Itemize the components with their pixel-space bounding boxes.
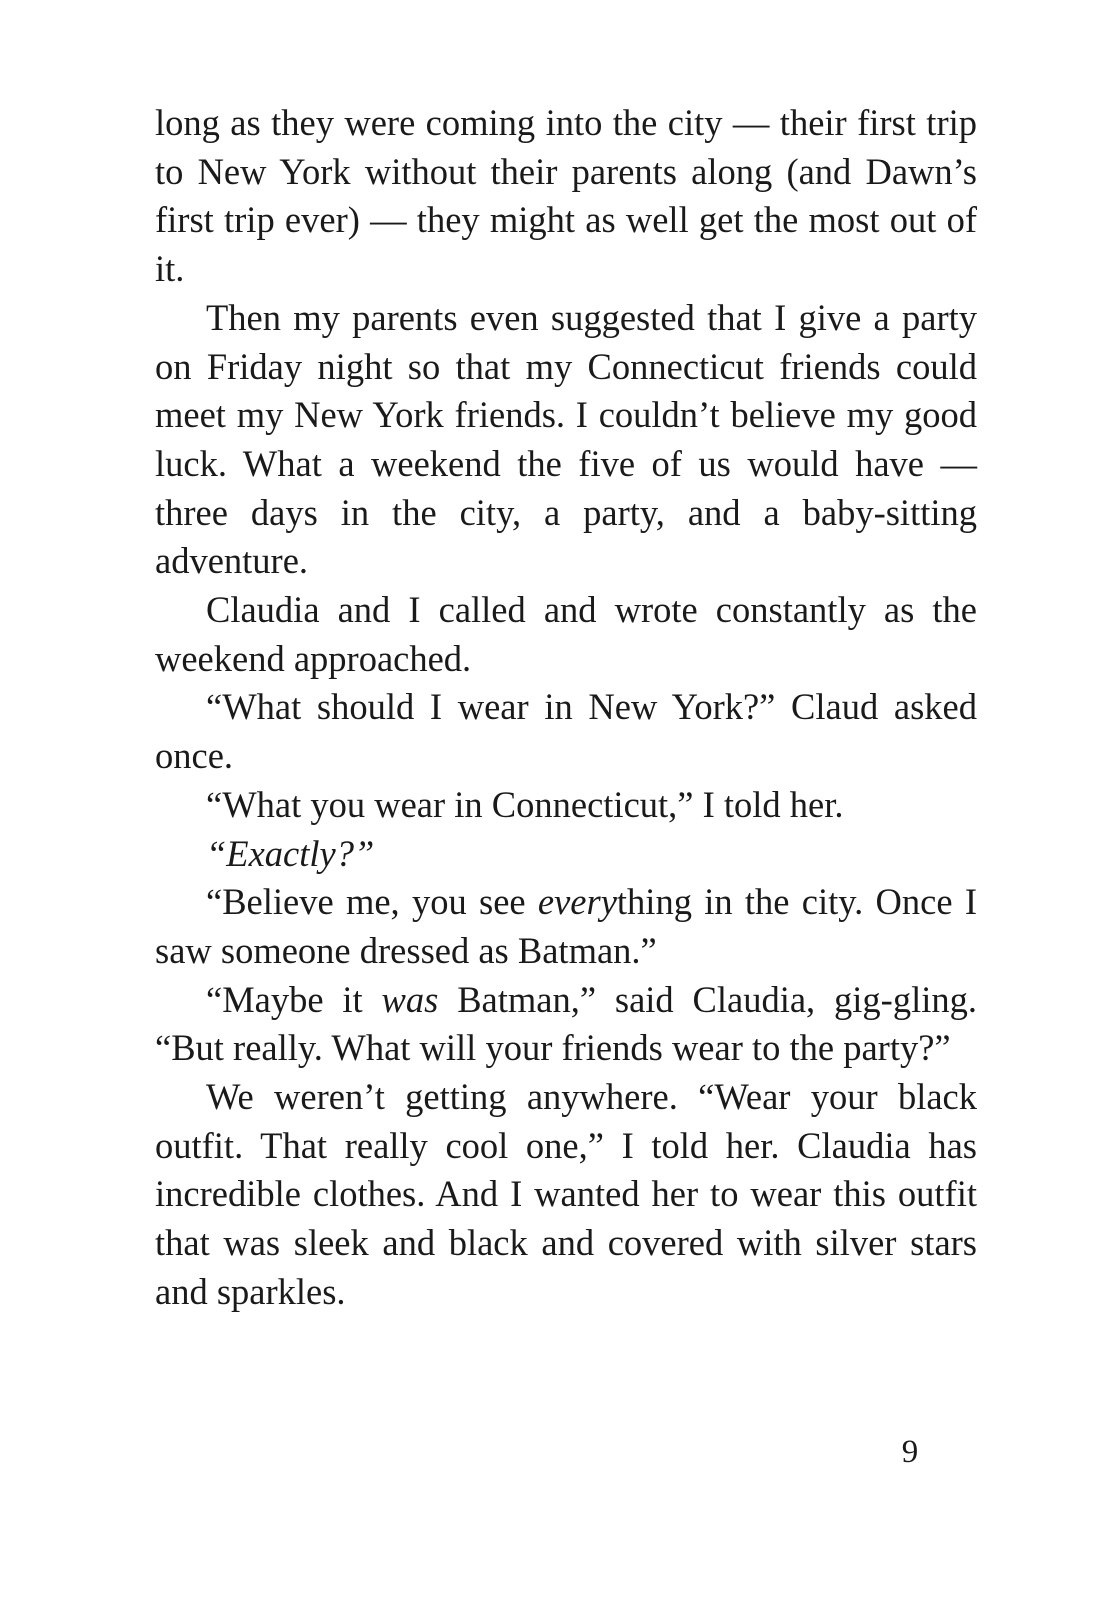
paragraph-3 xyxy=(155,586,977,683)
paragraph-7-text-b: thing in the city. Once I saw someone dressed as Batman.” xyxy=(155,881,977,971)
paragraph-6 xyxy=(155,830,977,879)
paragraph-6-italic-text: “Exactly?” xyxy=(206,832,375,874)
paragraph-1-text: long as they were coming into the city — their first trip to New York without their parents along (and Dawn’s first trip ever) — they might as well get the most out of it. xyxy=(155,102,977,290)
paragraph-8-text-b: Batman,” said Claudia, gig-gling. “But really. What will your friends wear to the party?” xyxy=(155,978,977,1069)
paragraph-2 xyxy=(155,294,977,586)
page-number: 9 xyxy=(901,1434,919,1470)
paragraph-4-text: “What should I wear in New York?” Claud asked once. xyxy=(155,686,977,777)
paragraph-9-text: We weren’t getting anywhere. “Wear your black outfit. That really cool one,” I told her. Claudia has incredible clothes. And I wanted her to wear this outfit that was sleek and black and covered with silver stars and sparkles. xyxy=(155,1076,977,1312)
paragraph-8 xyxy=(155,976,977,1073)
paragraph-7-italic-text: every xyxy=(537,881,617,923)
paragraph-1 xyxy=(155,99,977,294)
paragraph-4 xyxy=(155,683,977,780)
paragraph-5-text: “What you wear in Connecticut,” I told her. xyxy=(206,783,844,825)
paragraph-2-text: Then my parents even suggested that I give a party on Friday night so that my Connecticut friends could meet my New York friends. I couldn’t believe my good luck. What a weekend the five of us would have — three days in the city, a party, and a baby-sitting adventure. xyxy=(155,296,977,582)
body-text xyxy=(155,99,977,1317)
paragraph-5 xyxy=(155,781,977,830)
paragraph-8-italic-text: was xyxy=(381,978,439,1020)
paragraph-3-text: Claudia and I called and wrote constantly as the weekend approached. xyxy=(155,589,977,679)
paragraph-7 xyxy=(155,878,977,975)
paragraph-8-text-a: “Maybe it xyxy=(206,978,382,1020)
paragraph-9 xyxy=(155,1073,977,1317)
paragraph-7-text-a: “Believe me, you see xyxy=(206,881,538,923)
